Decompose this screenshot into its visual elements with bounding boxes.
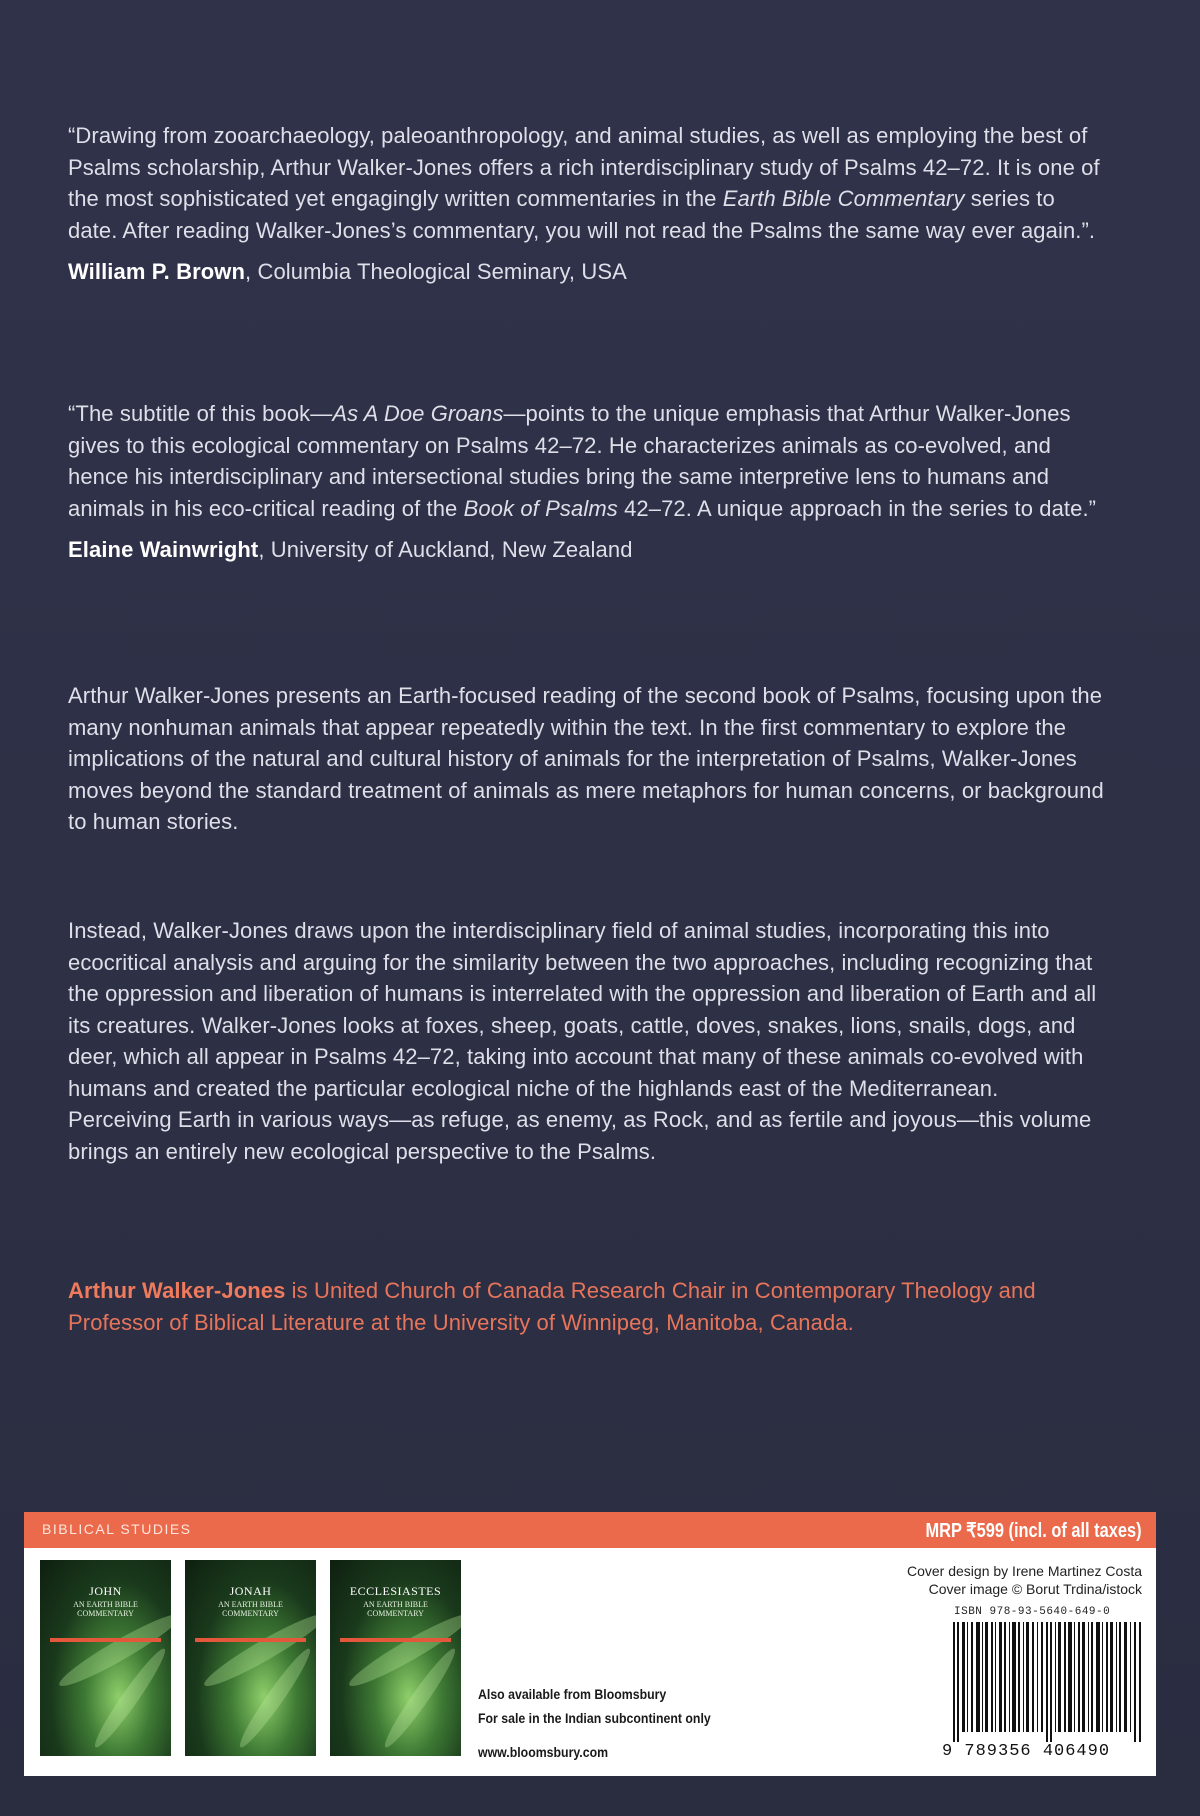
price-label: MRP ₹599 (incl. of all taxes): [925, 1520, 1142, 1542]
review-quote-2: [68, 398, 1108, 566]
book-subtitle: AN EARTH BIBLE COMMENTARY: [73, 1600, 138, 1618]
cover-credits: Cover design by Irene Martinez Costa Cover image © Borut Trdina/istock: [907, 1563, 1142, 1597]
fern-leaf-graphic: [344, 1606, 461, 1693]
bottom-panel: [24, 1512, 1156, 1776]
quote-2-text: “The subtitle of this book—As A Doe Groans—points to the unique emphasis that Arthur Walker-Jones gives to this ecological commentary on Psalms 42–72. He characterizes animals as co-evolved, and hence his interdisciplinary and intersectional studies bring the same interpretive lens to humans and animals in his eco-critical reading of the Book of Psalms 42–72. A unique approach in the series to date.”: [68, 401, 1097, 521]
quote-1-text: “Drawing from zooarchaeology, paleoanthropology, and animal studies, as well as employing the best of Psalms scholarship, Arthur Walker-Jones offers a rich interdisciplinary study of Psalms 42–72. It is one of the most sophisticated yet engagingly written commentaries in the Earth Bible Commentary series to date. After reading Walker-Jones’s commentary, you will not read the Psalms the same way ever again.”.: [68, 123, 1100, 243]
book-title: JONAH: [229, 1584, 272, 1598]
quote-2-attribution: Elaine Wainwright, University of Auckland, New Zealand: [68, 537, 633, 562]
book-subtitle: AN EARTH BIBLE COMMENTARY: [218, 1600, 283, 1618]
isbn-label: ISBN 978-93-5640-649-0: [954, 1606, 1111, 1618]
fern-leaf-graphic: [54, 1606, 171, 1693]
book-author-band: [195, 1638, 306, 1642]
book-author-band: [340, 1638, 451, 1642]
author-bio: Arthur Walker-Jones is United Church of Canada Research Chair in Contemporary Theology and Professor of Biblical Literature at the University of Winnipeg, Manitoba, Canada.: [68, 1278, 1036, 1335]
related-books: [40, 1560, 461, 1756]
book-author-band: [50, 1638, 161, 1642]
publisher-website-link[interactable]: www.bloomsbury.com: [478, 1744, 609, 1760]
quote-1-attribution: William P. Brown, Columbia Theological Seminary, USA: [68, 259, 627, 284]
category-label: BIBLICAL STUDIES: [42, 1521, 192, 1537]
barcode-number: 9 789356 406490: [942, 1742, 1111, 1761]
book-subtitle: AN EARTH BIBLE COMMENTARY: [363, 1600, 428, 1618]
review-quote-1: [68, 120, 1108, 288]
availability-note: Also available from Bloomsbury For sale in the Indian subcontinent only: [478, 1686, 711, 1726]
category-bar: [24, 1512, 1156, 1548]
description-paragraph-2: Instead, Walker-Jones draws upon the interdisciplinary field of animal studies, incorporating this into ecocritical analysis and arguing for the similarity between the two approaches, including recognizing that the oppression and liberation of humans is interrelated with the oppression and liberation of Earth and all its creatures. Walker-Jones looks at foxes, sheep, goats, cattle, doves, snakes, lions, snails, dogs, and deer, which all appear in Psalms 42–72, taking into account that many of these animals co-evolved with humans and created the particular ecological niche of the highlands east of the Mediterranean. Perceiving Earth in various ways—as refuge, as enemy, as Rock, and as fertile and joyous—this volume brings an entirely new ecological perspective to the Psalms.: [68, 918, 1097, 1164]
book-cover-jonah[interactable]: [185, 1560, 316, 1756]
book-title: ECCLESIASTES: [349, 1584, 442, 1598]
barcode-icon: [951, 1622, 1145, 1742]
description-paragraph-1: Arthur Walker-Jones presents an Earth-focused reading of the second book of Psalms, focusing upon the many nonhuman animals that appear repeatedly within the text. In the first commentary to explore the implications of the natural and cultural history of animals for the interpretation of Psalms, Walker-Jones moves beyond the standard treatment of animals as mere metaphors for human concerns, or background to human stories.: [68, 683, 1104, 834]
fern-leaf-graphic: [199, 1606, 316, 1693]
book-cover-john[interactable]: [40, 1560, 171, 1756]
book-title: JOHN: [89, 1584, 122, 1598]
book-cover-ecclesiastes[interactable]: [330, 1560, 461, 1756]
